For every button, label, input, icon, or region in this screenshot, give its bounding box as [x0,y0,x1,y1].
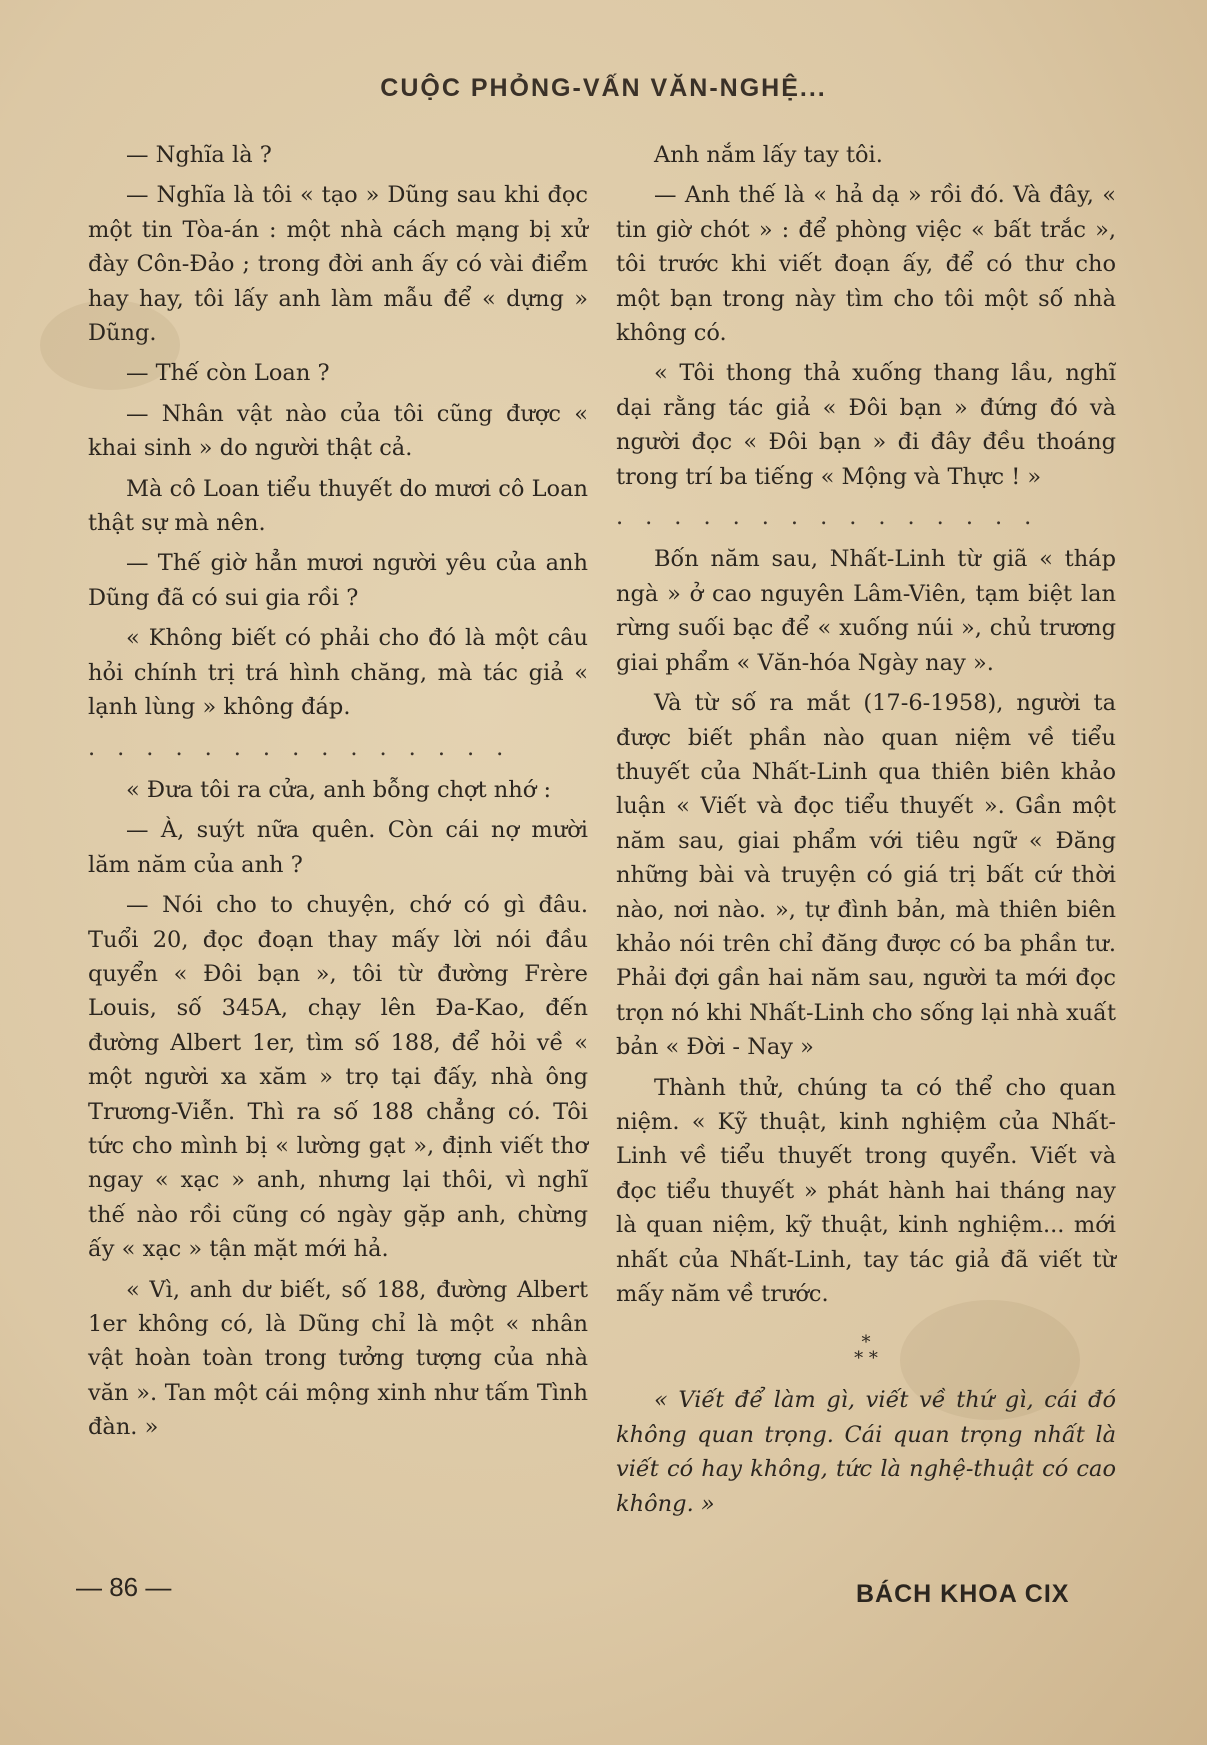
paragraph: « Vì, anh dư biết, số 188, đường Albert 1er không có, là Dũng chỉ là một « nhân vật hoàn toàn trong tưởng tượng của nhà văn ». Tan một cái mộng xinh như tấm Tình đàn. » [88,1276,588,1441]
paragraph: Bốn năm sau, Nhất-Linh từ giã « tháp ngà » ở cao nguyên Lâm-Viên, tạm biệt lan rừng suối bạc để « xuống núi », chủ trương giai phẩm « Văn-hóa Ngày nay ». [616,546,1116,676]
ornament-stars: * * [854,1348,878,1370]
section-break-dots: ............... [616,504,1054,531]
italic-quote: « Viết để làm gì, viết về thứ gì, cái đó không quan trọng. Cái quan trọng nhất là viết có hay không, tức là nghệ-thuật có cao không. » [616,1387,1116,1517]
paragraph: Và từ số ra mắt (17-6-1958), người ta được biết phần nào quan niệm về tiểu thuyết của Nhất-Linh qua thiên biên khảo luận « Viết và đọc tiểu thuyết ». Gần một năm sau, giai phẩm với tiêu ngữ « Đăng những bài và truyện có giá trị bất cứ thời nào, nơi nào. », tự đình bản, mà thiên biên khảo nói trên chỉ đăng được có ba phần tư. Phải đợi gần hai năm sau, người ta mới đọc trọn nó khi Nhất-Linh cho sống lại nhà xuất bản « Đời - Nay » [616,690,1116,1061]
paragraph: « Không biết có phải cho đó là một câu hỏi chính trị trá hình chăng, mà tác giả « lạnh lùng » không đáp. [88,625,588,721]
paragraph: « Đưa tôi ra cửa, anh bỗng chợt nhớ : [126,776,552,803]
paragraph: — Thế còn Loan ? [126,360,330,387]
paragraph: « Tôi thong thả xuống thang lầu, nghĩ dại rằng tác giả « Đôi bạn » đứng đó và người đọc « Đôi bạn » đi đây đều thoáng trong trí ba tiếng « Mộng và Thực ! » [616,360,1116,490]
paragraph: Mà cô Loan tiểu thuyết do mươi cô Loan thật sự mà nên. [88,475,588,537]
magazine-issue: BÁCH KHOA CIX [856,1580,1070,1608]
running-header: CUỘC PHỎNG-VẤN VĂN-NGHỆ... [380,74,827,102]
asterism-ornament [616,1332,1116,1370]
paragraph: — À, suýt nữa quên. Còn cái nợ mười lăm năm của anh ? [88,817,588,878]
paragraph: Anh nắm lấy tay tôi. [654,142,883,168]
paragraph: — Nhân vật nào của tôi cũng được « khai sinh » do người thật cả. [88,400,588,462]
paragraph: — Nghĩa là ? [126,142,272,168]
paragraph: — Nghĩa là tôi « tạo » Dũng sau khi đọc một tin Tòa-án : một nhà cách mạng bị xử đày Côn-Đảo ; trong đời anh ấy có vài điểm hay hay, tôi lấy anh làm mẫu để « dựng » Dũng. [88,182,588,347]
paragraph: Thành thử, chúng ta có thể cho quan niệm. « Kỹ thuật, kinh nghiệm của Nhất-Linh về tiểu thuyết trong quyển. Viết và đọc tiểu thuyết » phát hành hai tháng nay là quan niệm, kỹ thuật, kinh nghiệm... mới nhất của Nhất-Linh, tay tác giả đã viết từ mấy năm về trước. [616,1074,1116,1307]
left-column [88,138,588,1451]
ornament-star: * [861,1332,871,1354]
page-number: — 86 — [76,1572,172,1602]
section-break-dots: ............... [88,734,526,761]
paragraph: — Anh thế là « hả dạ » rồi đó. Và đây, « tin giờ chót » : để phòng việc « bất trắc », tôi trước khi viết đoạn ấy, để có thư cho một bạn trong này tìm cho tôi một số nhà không có. [616,182,1116,347]
paragraph: — Nói cho to chuyện, chớ có gì đâu. Tuổi 20, đọc đoạn thay mấy lời nói đầu quyển « Đôi bạn », tôi từ đường Frère Louis, số 345A, chạy lên Đa-Kao, đến đường Albert 1er, tìm số 188, để hỏi về « một người xa xăm » trọ tại đấy, nhà ông Trương-Viễn. Thì ra số 188 chẳng có. Tôi tức cho mình bị « lường gạt », định viết thơ ngay « xạc » anh, nhưng lại thôi, vì nghĩ thế nào rồi cũng có ngày gặp anh, chừng ấy « xạc » tận mặt mới hả. [88,892,588,1263]
right-column [616,138,1116,1527]
paragraph: — Thế giờ hẳn mươi người yêu của anh Dũng đã có sui gia rồi ? [88,550,588,611]
